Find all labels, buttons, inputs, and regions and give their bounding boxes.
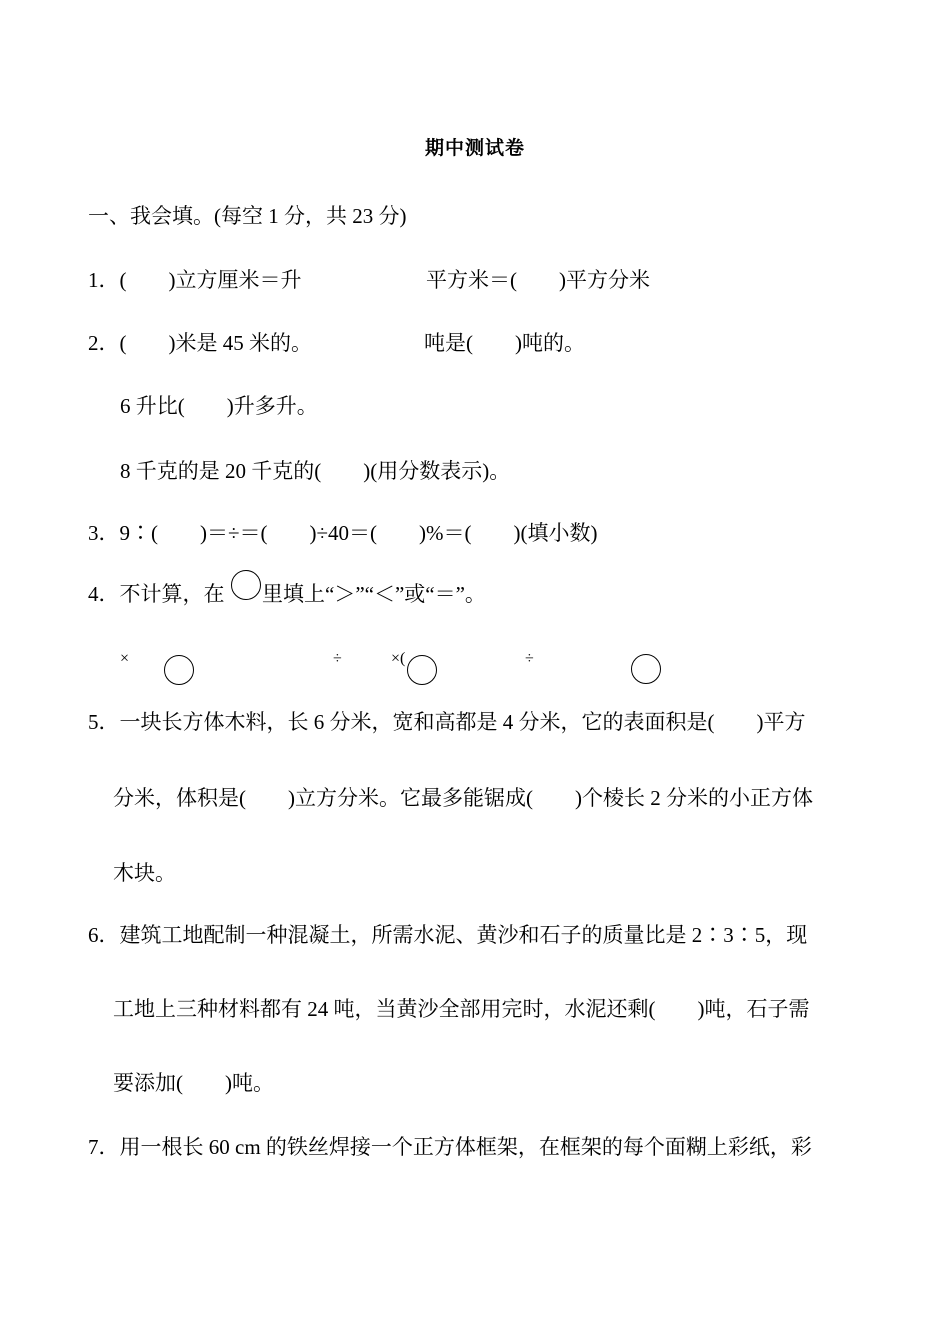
answer-circle-2[interactable]: [407, 655, 437, 685]
section-heading: 一、我会填。(每空 1 分，共 23 分): [88, 204, 407, 228]
compare-circle-icon: [231, 570, 261, 600]
question-6-line-1: 6．建筑工地配制一种混凝土，所需水泥、黄沙和石子的质量比是 2∶3∶5，现: [88, 923, 808, 947]
question-2-part-a: 2．( )米是 45 米的。: [88, 331, 312, 355]
operator-times: ×: [120, 650, 130, 667]
question-6-line-2: 工地上三种材料都有 24 吨，当黄沙全部用完时，水泥还剩( )吨，石子需: [113, 997, 810, 1021]
question-2-part-b: 吨是( )吨的。: [424, 331, 585, 355]
question-2-part-c: 6 升比( )升多升。: [120, 394, 318, 418]
operator-divide: ÷: [333, 650, 342, 667]
question-5-line-1: 5．一块长方体木料，长 6 分米，宽和高都是 4 分米，它的表面积是( )平方: [88, 710, 806, 734]
question-4-prefix: 4．不计算，在: [88, 582, 225, 606]
answer-circle-1[interactable]: [164, 655, 194, 685]
question-4-suffix: 里填上“＞”“＜”或“＝”。: [262, 582, 486, 606]
question-3: 3．9∶( )＝÷＝( )÷40＝( )%＝( )(填小数): [88, 521, 598, 545]
question-5-line-3: 木块。: [113, 861, 176, 885]
question-2-part-d: 8 千克的是 20 千克的( )(用分数表示)。: [120, 459, 511, 483]
question-1-part-b: 平方米＝( )平方分米: [426, 268, 650, 292]
question-1-part-a: 1．( )立方厘米＝升: [88, 268, 302, 292]
operator-times-paren: ×(: [391, 650, 406, 667]
question-6-line-3: 要添加( )吨。: [113, 1071, 274, 1095]
question-5-line-2: 分米，体积是( )立方分米。它最多能锯成( )个棱长 2 分米的小正方体: [113, 786, 813, 810]
question-7-line-1: 7．用一根长 60 cm 的铁丝焊接一个正方体框架，在框架的每个面糊上彩纸，彩: [88, 1135, 812, 1159]
page-title: 期中测试卷: [424, 138, 525, 159]
answer-circle-3[interactable]: [631, 654, 661, 684]
operator-divide-2: ÷: [525, 650, 534, 667]
